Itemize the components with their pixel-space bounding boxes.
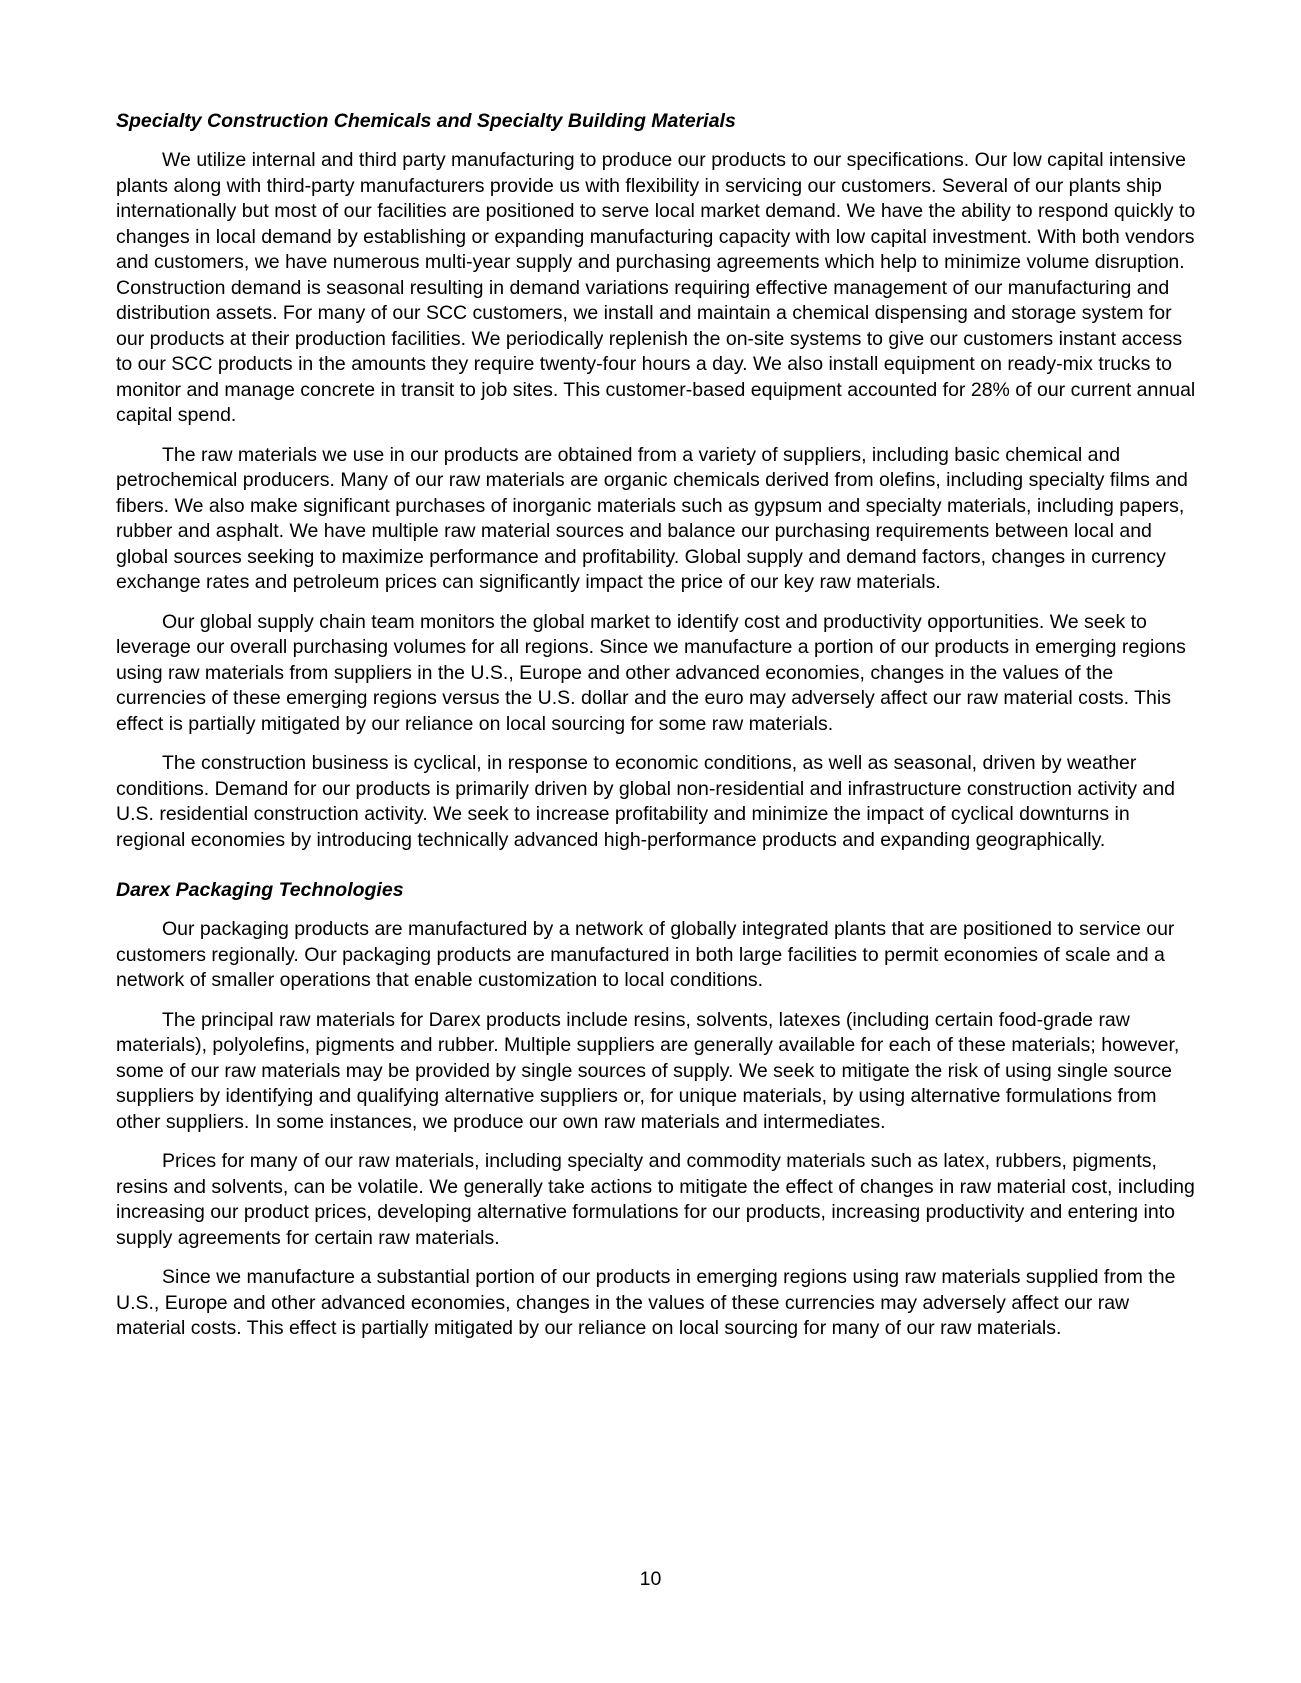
paragraph: We utilize internal and third party manufacturing to produce our products to our specifications. Our low capital intensive plants along with third-party manufacturers provide us with flexibility in servicing our customers. Several of our plants ship internationally but most of our facilities are positioned to serve local market demand. We have the ability to respond quickly to changes in local demand by establishing or expanding manufacturing capacity with low capital investment. With both vendors and customers, we have numerous multi-year supply and purchasing agreements which help to minimize volume disruption. Construction demand is seasonal resulting in demand variations requiring effective management of our manufacturing and distribution assets. For many of our SCC customers, we install and maintain a chemical dispensing and storage system for our products at their production facilities. We periodically replenish the on-site systems to give our customers instant access to our SCC products in the amounts they require twenty-four hours a day. We also install equipment on ready-mix trucks to monitor and manage concrete in transit to job sites. This customer-based equipment accounted for 28% of our current annual capital spend.: [116, 149, 1196, 426]
paragraph: The principal raw materials for Darex products include resins, solvents, latexes (including certain food-grade raw materials), polyolefins, pigments and rubber. Multiple suppliers are generally available for each of these materials; however, some of our raw materials may be provided by single sources of supply. We seek to mitigate the risk of using single source suppliers by identifying and qualifying alternative suppliers or, for unique materials, by using alternative formulations from other suppliers. In some instances, we produce our own raw materials and intermediates.: [116, 1008, 1180, 1133]
section-heading: Darex Packaging Technologies: [116, 879, 404, 901]
paragraph: Since we manufacture a substantial portion of our products in emerging regions using raw materials supplied from the U.S., Europe and other advanced economies, changes in the values of these currencies may adversely affect our raw material costs. This effect is partially mitigated by our reliance on local sourcing for many of our raw materials.: [116, 1266, 1176, 1339]
section-darex-packaging: [116, 877, 1201, 1342]
paragraph: Our global supply chain team monitors the global market to identify cost and productivity opportunities. We seek to leverage our overall purchasing volumes for all regions. Since we manufacture a portion of our products in emerging regions using raw materials from suppliers in the U.S., Europe and other advanced economies, changes in the values of the currencies of these emerging regions versus the U.S. dollar and the euro may adversely affect our raw material costs. This effect is partially mitigated by our reliance on local sourcing for some raw materials.: [116, 610, 1186, 735]
paragraph: The raw materials we use in our products are obtained from a variety of suppliers, including basic chemical and petrochemical producers. Many of our raw materials are organic chemicals derived from olefins, including specialty films and fibers. We also make significant purchases of inorganic materials such as gypsum and specialty materials, including papers, rubber and asphalt. We have multiple raw material sources and balance our purchasing requirements between local and global sources seeking to maximize performance and profitability. Global supply and demand factors, changes in currency exchange rates and petroleum prices can significantly impact the price of our key raw materials.: [116, 443, 1188, 593]
page-number: 10: [639, 1568, 662, 1590]
paragraph: Our packaging products are manufactured by a network of globally integrated plants that are positioned to service our customers regionally. Our packaging products are manufactured in both large facilities to permit economies of scale and a network of smaller operations that enable customization to local conditions.: [116, 918, 1175, 991]
document-page: [116, 108, 1201, 1366]
paragraph: Prices for many of our raw materials, including specialty and commodity materials such as latex, rubbers, pigments, resins and solvents, can be volatile. We generally take actions to mitigate the effect of changes in raw material cost, including increasing our product prices, developing alternative formulations for our products, increasing productivity and entering into supply agreements for certain raw materials.: [116, 1150, 1195, 1249]
section-specialty-construction: [116, 108, 1201, 853]
paragraph: The construction business is cyclical, in response to economic conditions, as well as seasonal, driven by weather conditions. Demand for our products is primarily driven by global non-residential and infrastructure construction activity and U.S. residential construction activity. We seek to increase profitability and minimize the impact of cyclical downturns in regional economies by introducing technically advanced high-performance products and expanding geographically.: [116, 752, 1175, 851]
section-heading: Specialty Construction Chemicals and Specialty Building Materials: [116, 110, 736, 132]
